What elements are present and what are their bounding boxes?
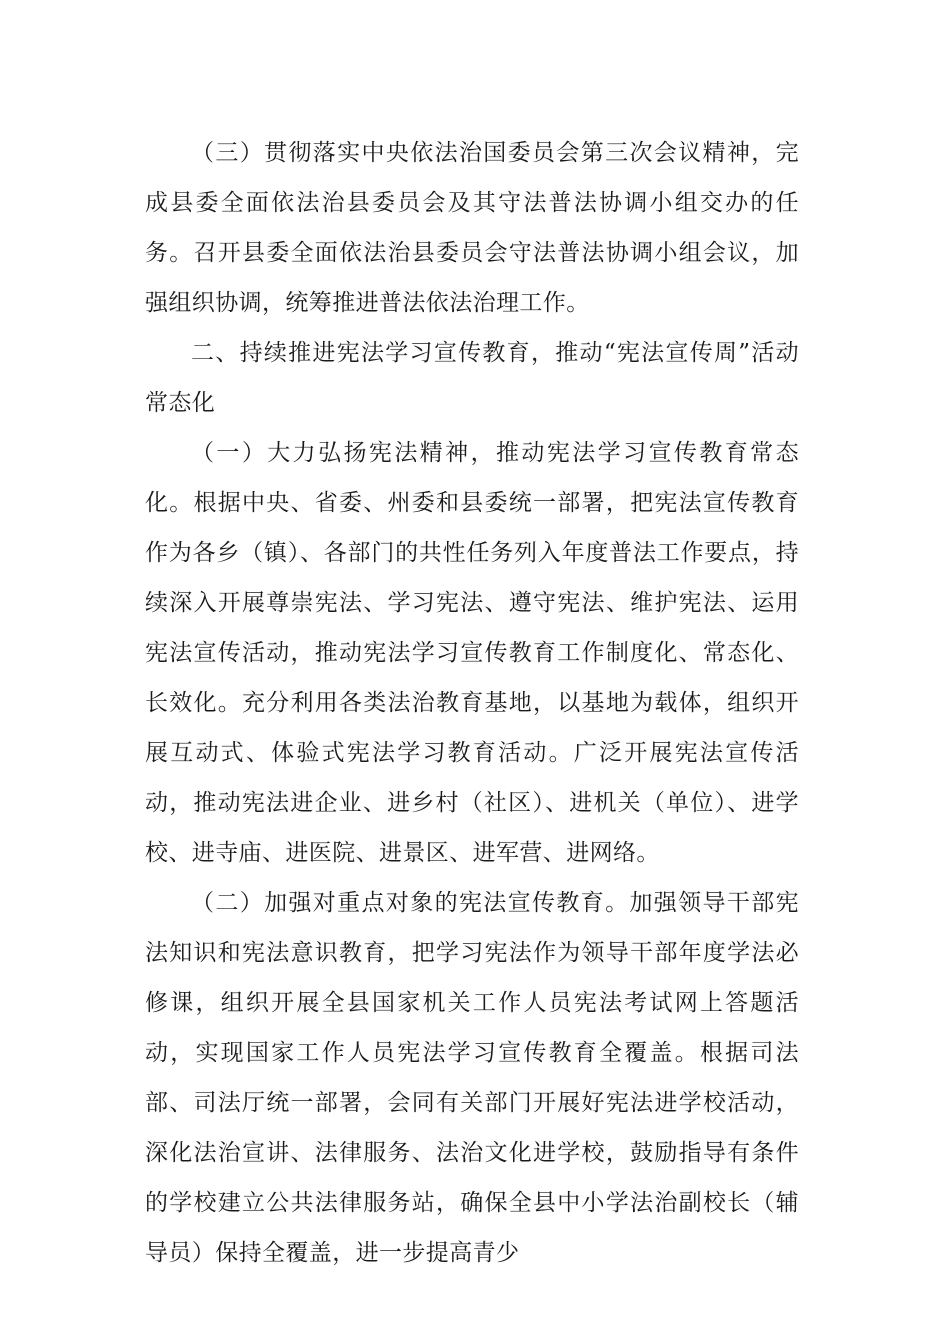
- paragraph-section-2-2: （二）加强对重点对象的宪法宣传教育。加强领导干部宪法知识和宪法意识教育，把学习宪法作为领导干部年度学法必修课，组织开展全县国家机关工作人员宪法考试网上答题活动，实现国家工作人员宪法学习宣传教育全覆盖。根据司法部、司法厅统一部署，会同有关部门开展好宪法进学校活动，深化法治宣讲、法律服务、法治文化进学校，鼓励指导有条件的学校建立公共法律服务站，确保全县中小学法治副校长（辅导员）保持全覆盖，进一步提高青少: [145, 890, 799, 1266]
- paragraph-section-2-1: （一）大力弘扬宪法精神，推动宪法学习宣传教育常态化。根据中央、省委、州委和县委统一部署，把宪法宣传教育作为各乡（镇）、各部门的共性任务列入年度普法工作要点，持续深入开展尊崇宪法、学习宪法、遵守宪法、维护宪法、运用宪法宣传活动，推动宪法学习宣传教育工作制度化、常态化、长效化。充分利用各类法治教育基地，以基地为载体，组织开展互动式、体验式宪法学习教育活动。广泛开展宪法宣传活动，推动宪法进企业、进乡村（社区）、进机关（单位）、进学校、进寺庙、进医院、进景区、进军营、进网络。: [145, 440, 799, 866]
- document-body: [145, 128, 799, 1278]
- heading-section-two: 二、持续推进宪法学习宣传教育，推动“宪法宣传周”活动常态化: [145, 340, 799, 416]
- paragraph-section-3: （三）贯彻落实中央依法治国委员会第三次会议精神，完成县委全面依法治县委员会及其守法普法协调小组交办的任务。召开县委全面依法治县委员会守法普法协调小组会议，加强组织协调，统筹推进普法依法治理工作。: [145, 140, 799, 316]
